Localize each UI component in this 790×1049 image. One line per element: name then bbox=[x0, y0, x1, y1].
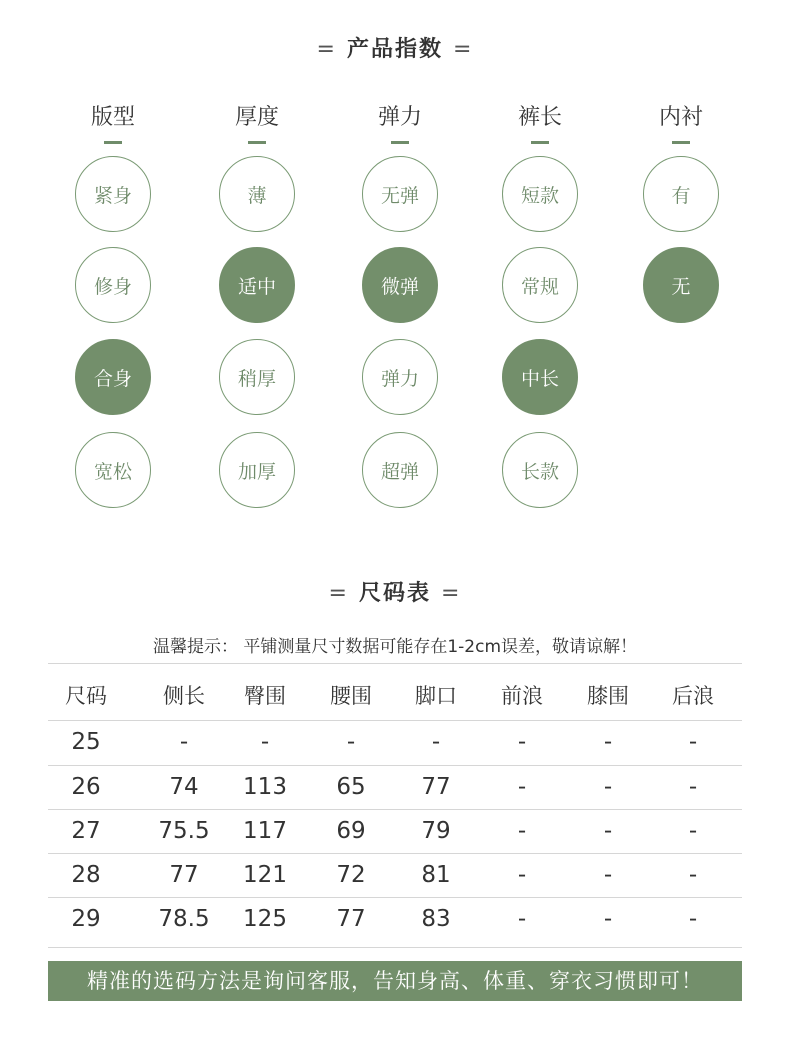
table-cell: - bbox=[688, 862, 698, 888]
index-column-label: 内衬 bbox=[658, 105, 703, 130]
table-cell: 77 bbox=[336, 906, 366, 932]
header-underline bbox=[104, 141, 122, 144]
index-column-label: 厚度 bbox=[234, 105, 279, 130]
table-size-cell: 27 bbox=[71, 818, 101, 844]
header-underline bbox=[672, 141, 690, 144]
table-cell: - bbox=[603, 862, 613, 888]
table-header-cell: 后浪 bbox=[672, 684, 714, 708]
index-column-label: 弹力 bbox=[377, 105, 422, 130]
index-column-header bbox=[207, 100, 307, 144]
table-divider bbox=[48, 809, 742, 810]
table-divider bbox=[48, 720, 742, 721]
equals-left-icon: = bbox=[328, 581, 349, 606]
table-cell: 72 bbox=[336, 862, 366, 888]
index-option: 超弹 bbox=[362, 432, 438, 508]
table-cell: - bbox=[346, 729, 356, 755]
index-option: 常规 bbox=[502, 247, 578, 323]
table-cell: - bbox=[603, 906, 613, 932]
table-cell: - bbox=[688, 774, 698, 800]
table-cell: 125 bbox=[243, 906, 287, 932]
table-header-cell: 臀围 bbox=[244, 684, 286, 708]
index-option: 短款 bbox=[502, 156, 578, 232]
index-option: 紧身 bbox=[75, 156, 151, 232]
table-cell: - bbox=[688, 729, 698, 755]
table-cell: - bbox=[688, 906, 698, 932]
index-option: 有 bbox=[643, 156, 719, 232]
table-cell: 121 bbox=[243, 862, 287, 888]
table-cell: 79 bbox=[421, 818, 451, 844]
table-divider bbox=[48, 663, 742, 664]
table-cell: - bbox=[603, 729, 613, 755]
index-option-selected: 无 bbox=[643, 247, 719, 323]
footer-banner: 精准的选码方法是询问客服，告知身高、体重、穿衣习惯即可！ bbox=[48, 961, 742, 1001]
table-cell: - bbox=[517, 729, 527, 755]
table-cell: - bbox=[517, 906, 527, 932]
table-cell: 113 bbox=[243, 774, 287, 800]
table-cell: 65 bbox=[336, 774, 366, 800]
table-divider bbox=[48, 947, 742, 948]
table-header-cell: 膝围 bbox=[587, 684, 629, 708]
table-cell: - bbox=[260, 729, 270, 755]
product-index-title-text: 产品指数 bbox=[346, 37, 443, 62]
table-size-cell: 25 bbox=[71, 729, 101, 755]
index-option: 薄 bbox=[219, 156, 295, 232]
table-cell: - bbox=[603, 774, 613, 800]
table-cell: - bbox=[179, 729, 189, 755]
table-cell: - bbox=[517, 774, 527, 800]
table-header-cell: 侧长 bbox=[163, 684, 205, 708]
table-size-cell: 29 bbox=[71, 906, 101, 932]
table-header-cell: 尺码 bbox=[65, 684, 107, 708]
size-chart-title bbox=[0, 576, 790, 607]
index-option: 稍厚 bbox=[219, 339, 295, 415]
index-column-label: 裤长 bbox=[517, 105, 562, 130]
table-size-cell: 26 bbox=[71, 774, 101, 800]
table-cell: 77 bbox=[421, 774, 451, 800]
index-option: 弹力 bbox=[362, 339, 438, 415]
index-option-selected: 适中 bbox=[219, 247, 295, 323]
table-divider bbox=[48, 897, 742, 898]
header-underline bbox=[248, 141, 266, 144]
table-divider bbox=[48, 853, 742, 854]
equals-right-icon: = bbox=[441, 581, 462, 606]
index-option-selected: 微弹 bbox=[362, 247, 438, 323]
table-cell: 77 bbox=[169, 862, 199, 888]
table-cell: - bbox=[431, 729, 441, 755]
index-column-label: 版型 bbox=[90, 105, 135, 130]
table-cell: 74 bbox=[169, 774, 199, 800]
table-cell: - bbox=[603, 818, 613, 844]
index-option-selected: 中长 bbox=[502, 339, 578, 415]
table-cell: 69 bbox=[336, 818, 366, 844]
index-option-selected: 合身 bbox=[75, 339, 151, 415]
index-column-header bbox=[350, 100, 450, 144]
index-option: 无弹 bbox=[362, 156, 438, 232]
index-option: 长款 bbox=[502, 432, 578, 508]
index-option: 修身 bbox=[75, 247, 151, 323]
table-cell: 78.5 bbox=[158, 906, 210, 932]
table-cell: 81 bbox=[421, 862, 451, 888]
table-header-cell: 前浪 bbox=[501, 684, 543, 708]
table-cell: - bbox=[517, 862, 527, 888]
table-header-cell: 腰围 bbox=[330, 684, 372, 708]
measurement-notice: 温馨提示： 平铺测量尺寸数据可能存在1-2cm误差，敬请谅解！ bbox=[152, 637, 638, 657]
index-option: 宽松 bbox=[75, 432, 151, 508]
table-cell: - bbox=[517, 818, 527, 844]
header-underline bbox=[391, 141, 409, 144]
index-column-header bbox=[490, 100, 590, 144]
equals-right-icon: = bbox=[453, 37, 474, 62]
table-cell: 83 bbox=[421, 906, 451, 932]
table-cell: 117 bbox=[243, 818, 287, 844]
index-option: 加厚 bbox=[219, 432, 295, 508]
table-header-cell: 脚口 bbox=[415, 684, 457, 708]
table-cell: 75.5 bbox=[158, 818, 210, 844]
equals-left-icon: = bbox=[316, 37, 337, 62]
table-size-cell: 28 bbox=[71, 862, 101, 888]
index-column-header bbox=[631, 100, 731, 144]
size-chart-title-text: 尺码表 bbox=[358, 581, 431, 606]
product-index-title bbox=[0, 32, 790, 63]
table-cell: - bbox=[688, 818, 698, 844]
table-divider bbox=[48, 765, 742, 766]
header-underline bbox=[531, 141, 549, 144]
index-column-header bbox=[63, 100, 163, 144]
